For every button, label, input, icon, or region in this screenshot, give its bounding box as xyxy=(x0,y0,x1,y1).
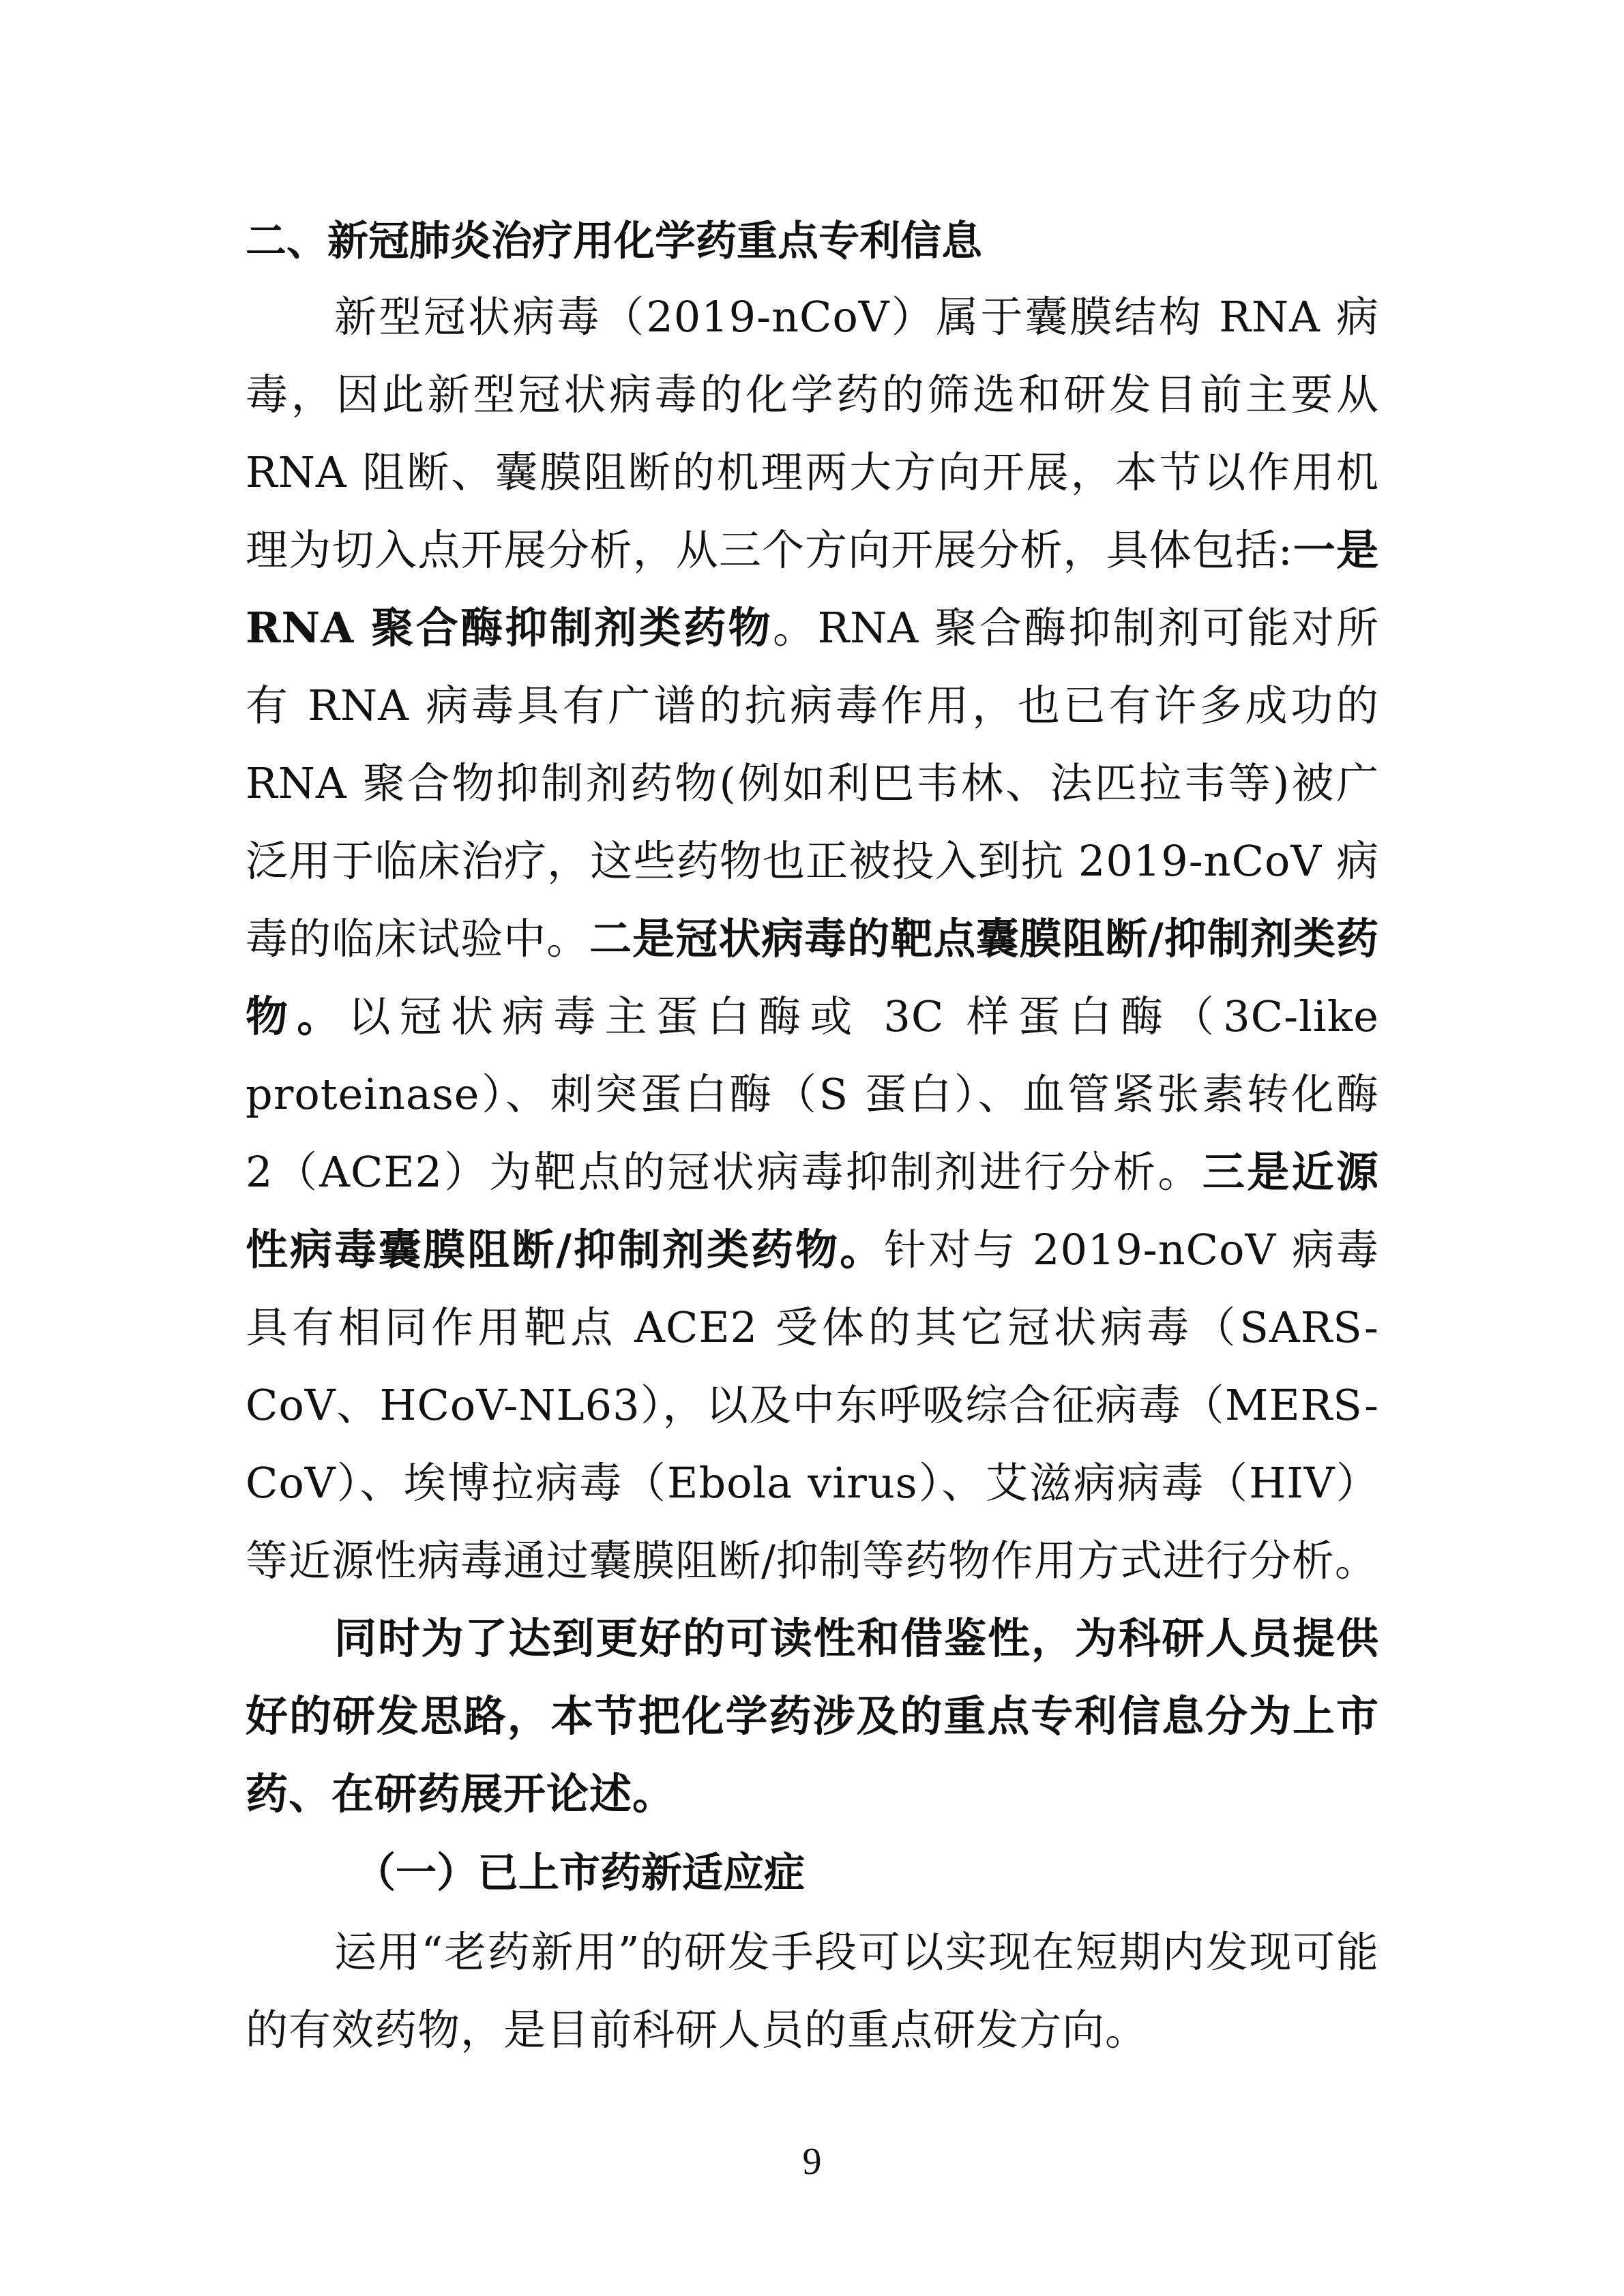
page-number: 9 xyxy=(802,2141,822,2183)
paragraph-text: 针对与 2019-nCoV 病毒具有相同作用靶点 ACE2 受体的其它冠状病毒（SARS-CoV、HCoV-NL63），以及中东呼吸综合征病毒（MERS-CoV）、埃博拉病毒（Ebola virus）、艾滋病病毒（HIV）等近源性病毒通过囊膜阻断/抑制等药物作用方式进行分析。 xyxy=(246,1225,1379,1585)
paragraph-old-drugs-new-use: 运用“老药新用”的研发手段可以实现在短期内发现可能的有效药物，是目前科研人员的重点研发方向。 xyxy=(246,1927,1379,2055)
paragraph-text: 新型冠状病毒（2019-nCoV）属于囊膜结构 RNA 病毒，因此新型冠状病毒的化学药的筛选和研发目前主要从 RNA 阻断、囊膜阻断的机理两大方向开展，本节以作用机理为切入点开展分析，从三个方向开展分析，具体包括: xyxy=(246,292,1379,575)
emphasis-coronavirus-target-inhibitors: 二是冠状病毒的靶点囊膜阻断/抑制剂类药物。 xyxy=(246,914,1379,1041)
paragraph-text: 。RNA 聚合酶抑制剂可能对所有 RNA 病毒具有广谱的抗病毒作用，也已有许多成功的 RNA 聚合物抑制剂药物(例如利巴韦林、法匹拉韦等)被广泛用于临床治疗，这些药物也正被投入到抗 2019-nCoV 病毒的临床试验中。 xyxy=(246,603,1379,964)
page-body xyxy=(246,205,1379,2069)
subsection-heading: （一）已上市药新适应症 xyxy=(355,1849,805,1897)
emphasis-related-virus-inhibitors: 三是近源性病毒囊膜阻断/抑制剂类药物。 xyxy=(246,1147,1379,1274)
paragraph-readability: 同时为了达到更好的可读性和借鉴性，为科研人员提供好的研发思路，本节把化学药涉及的重点专利信息分为上市药、在研药展开论述。 xyxy=(246,1613,1379,1819)
paragraph-mechanisms xyxy=(246,278,1379,1600)
emphasis-rna-polymerase-inhibitors: 一是 RNA 聚合酶抑制剂类药物 xyxy=(246,525,1379,653)
paragraph-text: 以冠状病毒主蛋白酶或 3C 样蛋白酶（3C-like proteinase）、刺突蛋白酶（S 蛋白）、血管紧张素转化酶 2（ACE2）为靶点的冠状病毒抑制剂进行分析。 xyxy=(246,992,1379,1197)
section-heading: 二、新冠肺炎治疗用化学药重点专利信息 xyxy=(246,218,982,265)
